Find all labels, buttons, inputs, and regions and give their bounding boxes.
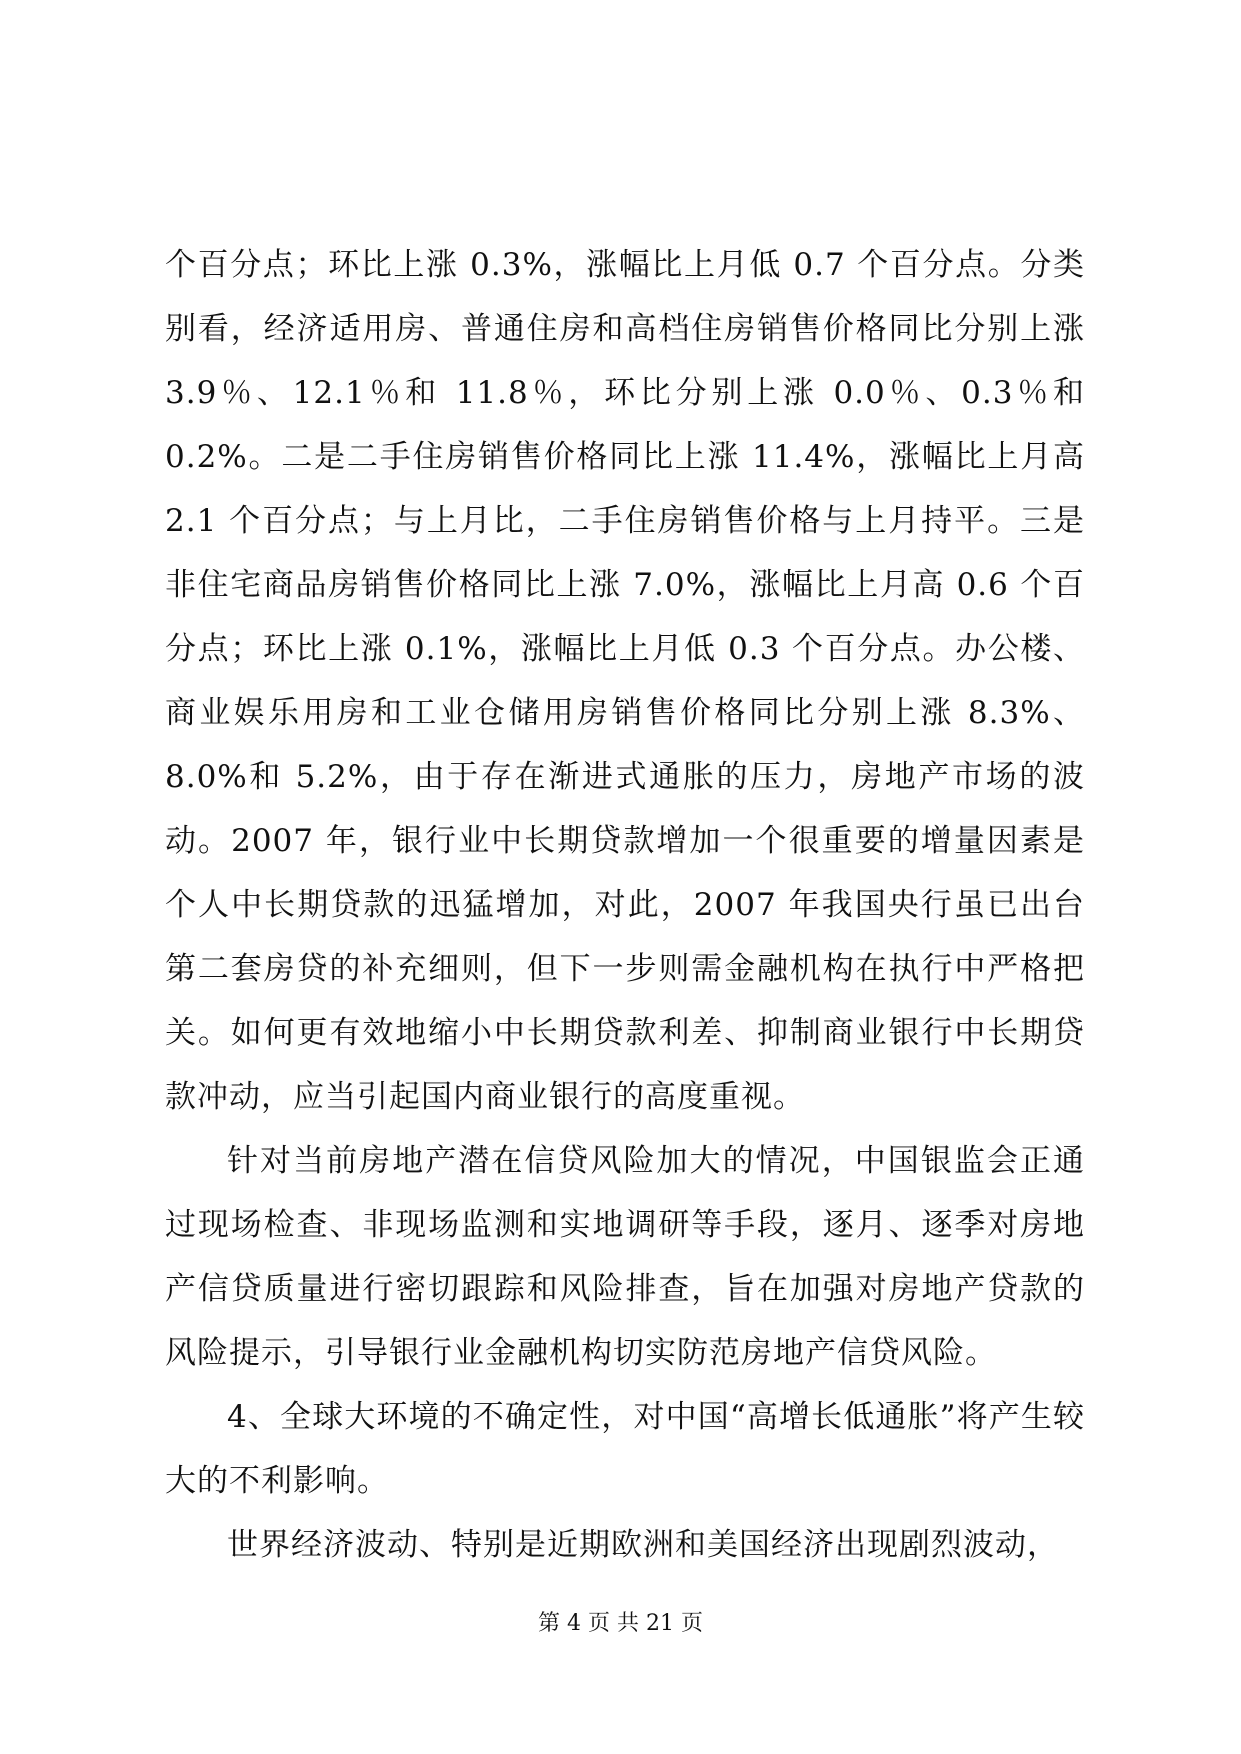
paragraph-world-economy: 世界经济波动、特别是近期欧洲和美国经济出现剧烈波动，: [227, 1527, 1059, 1563]
paragraph-continued: 个百分点；环比上涨 0.3%，涨幅比上月低 0.7 个百分点。分类别看，经济适用房、普通住房和高档住房销售价格同比分别上涨 3.9％、12.1％和 11.8％，环比分别上涨 0.0％、0.3％和 0.2%。二是二手住房销售价格同比上涨 11.4%，涨幅比上月高 2.1 个百分点；与上月比，二手住房销售价格与上月持平。三是非住宅商品房销售价格同比上涨 7.0%，涨幅比上月高 0.6 个百分点；环比上涨 0.1%，涨幅比上月低 0.3 个百分点。办公楼、商业娱乐用房和工业仓储用房销售价格同比分别上涨 8.3%、8.0%和 5.2%，由于存在渐进式通胀的压力，房地产市场的波动。2007 年，银行业中长期贷款增加一个很重要的增量因素是个人中长期贷款的迅猛增加，对此，2007 年我国央行虽已出台第二套房贷的补充细则，但下一步则需金融机构在执行中严格把关。如何更有效地缩小中长期贷款利差、抑制商业银行中长期贷款冲动，应当引起国内商业银行的高度重视。: [165, 247, 1085, 1115]
page-number-footer: 第 4 页 共 21 页: [538, 1611, 703, 1636]
document-body: [165, 233, 1085, 1577]
paragraph-regulatory: 针对当前房地产潜在信贷风险加大的情况，中国银监会正通过现场检查、非现场监测和实地调研等手段，逐月、逐季对房地产信贷质量进行密切跟踪和风险排查，旨在加强对房地产贷款的风险提示，引导银行业金融机构切实防范房地产信贷风险。: [165, 1143, 1085, 1371]
paragraph-heading-4: 4、全球大环境的不确定性，对中国“高增长低通胀”将产生较大的不利影响。: [165, 1399, 1085, 1499]
